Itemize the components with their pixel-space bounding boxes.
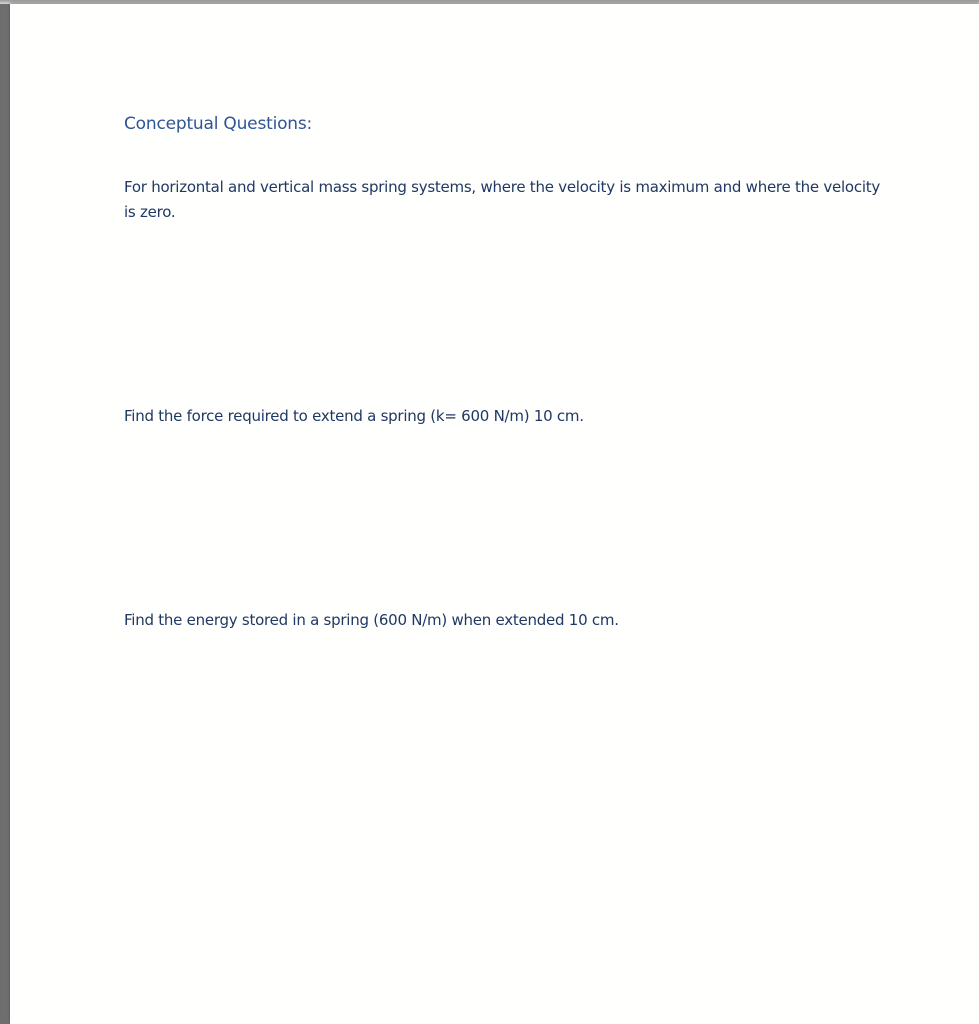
question-3: Find the energy stored in a spring (600 N/m) when extended 10 cm. <box>124 611 619 629</box>
document-page <box>10 4 979 1024</box>
question-1: For horizontal and vertical mass spring systems, where the velocity is maximum and where the velocity is zero. <box>124 178 881 221</box>
question-2: Find the force required to extend a spring (k= 600 N/m) 10 cm. <box>124 407 584 425</box>
section-heading: Conceptual Questions: <box>124 114 313 134</box>
